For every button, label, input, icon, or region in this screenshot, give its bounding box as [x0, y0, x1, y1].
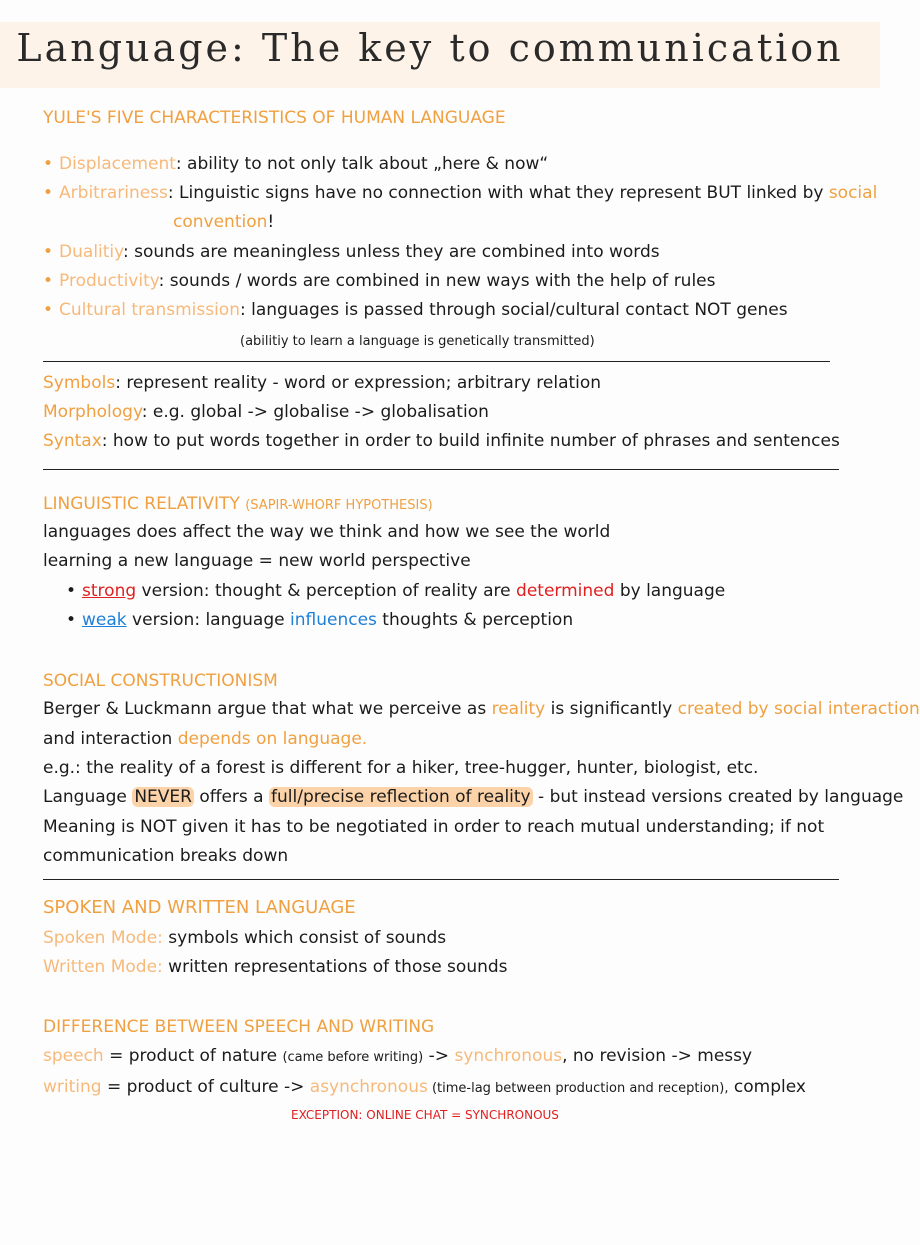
text: = product of nature — [103, 1046, 283, 1066]
bullet: • — [43, 242, 54, 262]
term: Displacement — [59, 154, 176, 174]
definition: ! — [267, 212, 275, 232]
text: and interaction — [43, 729, 178, 749]
highlight: full/precise reflection of reality — [271, 787, 531, 807]
difference-heading: DIFFERENCE BETWEEN SPEECH AND WRITING — [43, 1017, 435, 1037]
text-line: learning a new language = new world perspective — [43, 551, 471, 571]
bullet: • — [43, 300, 54, 320]
list-item — [66, 609, 573, 631]
definition: : sounds / words are combined in new ways with the help of rules — [158, 271, 716, 291]
text-line — [43, 1076, 806, 1100]
definition: written representations of those sounds — [162, 957, 508, 977]
list-item — [43, 182, 877, 204]
note: (abilitiy to learn a language is genetically transmitted) — [240, 334, 595, 349]
note: (time-lag between production and reception), — [427, 1081, 729, 1096]
key-word: influences — [290, 610, 377, 630]
term: Spoken Mode: — [43, 928, 163, 948]
note: (came before writing) — [282, 1050, 424, 1065]
accent-word: created by social interaction — [677, 699, 920, 719]
bullet: • — [43, 183, 54, 203]
text: version: language — [126, 610, 291, 630]
accent-word: asynchronous — [309, 1077, 428, 1097]
term: Written Mode: — [43, 957, 163, 977]
divider — [43, 469, 839, 470]
list-item — [43, 153, 548, 175]
term: Productivity — [59, 271, 159, 291]
bullet: • — [43, 271, 54, 291]
list-item — [43, 299, 788, 321]
list-item-continuation — [173, 211, 274, 233]
divider — [43, 361, 830, 362]
text: = product of culture -> — [101, 1077, 310, 1097]
page-title: Language: The key to communication — [16, 26, 844, 70]
definition: symbols which consist of sounds — [162, 928, 447, 948]
term: Dualitiy — [59, 242, 123, 262]
text: Language — [43, 787, 133, 807]
list-item — [43, 241, 660, 263]
text: , no revision -> messy — [562, 1046, 753, 1066]
term: Arbitrariness — [59, 183, 168, 203]
definition-row — [43, 372, 601, 394]
social-heading: SOCIAL CONSTRUCTIONISM — [43, 671, 278, 691]
text: Berger & Luckmann argue that what we perceive as — [43, 699, 492, 719]
definition: : ability to not only talk about „here & now“ — [175, 154, 549, 174]
spoken-heading: SPOKEN AND WRITTEN LANGUAGE — [43, 897, 356, 918]
definition: : sounds are meaningless unless they are combined into words — [122, 242, 660, 262]
term: writing — [43, 1077, 102, 1097]
text-line: communication breaks down — [43, 846, 289, 866]
text: offers a — [193, 787, 270, 807]
text: -> — [423, 1046, 455, 1066]
list-item — [43, 270, 716, 292]
text-line — [43, 927, 446, 949]
key-word: determined — [516, 581, 615, 601]
term: Morphology — [43, 402, 142, 422]
term: Syntax — [43, 431, 102, 451]
heading-sub: (SAPIR-WHORF HYPOTHESIS) — [245, 498, 433, 513]
term: Cultural transmission — [59, 300, 240, 320]
text-line: languages does affect the way we think and how we see the world — [43, 522, 611, 542]
accent-word: social — [828, 183, 878, 203]
text-line — [43, 698, 920, 720]
yule-heading: YULE'S FIVE CHARACTERISTICS OF HUMAN LANGUAGE — [43, 108, 506, 128]
key-word: weak — [82, 610, 127, 630]
text: - but instead versions created by language — [532, 787, 904, 807]
accent-word: convention — [173, 212, 268, 232]
accent-word: reality — [491, 699, 546, 719]
definition: : Linguistic signs have no connection with what they represent BUT linked by — [167, 183, 829, 203]
accent-word: depends on language. — [177, 729, 368, 749]
text-line: e.g.: the reality of a forest is different for a hiker, tree-hugger, hunter, biologist, etc. — [43, 758, 759, 778]
text-line — [43, 786, 903, 808]
text-line — [43, 1045, 752, 1069]
bullet: • — [66, 581, 77, 601]
highlight: NEVER — [134, 787, 192, 807]
text-line — [43, 728, 367, 750]
text-line: Meaning is NOT given it has to be negotiated in order to reach mutual understanding; if not — [43, 817, 825, 837]
bullet: • — [66, 610, 77, 630]
definition-row — [43, 401, 489, 423]
divider — [43, 879, 839, 880]
list-item — [66, 580, 725, 602]
definition: : languages is passed through social/cultural contact NOT genes — [239, 300, 788, 320]
definition: : e.g. global -> globalise -> globalisation — [141, 402, 489, 422]
accent-word: synchronous — [454, 1046, 563, 1066]
exception-note: EXCEPTION: ONLINE CHAT = SYNCHRONOUS — [291, 1108, 559, 1122]
text-line — [43, 956, 508, 978]
relativity-heading — [43, 493, 433, 517]
definition: : how to put words together in order to build infinite number of phrases and sentences — [101, 431, 840, 451]
text: complex — [728, 1077, 806, 1097]
definition: : represent reality - word or expression; arbitrary relation — [115, 373, 602, 393]
text: thoughts & perception — [376, 610, 574, 630]
text: is significantly — [545, 699, 678, 719]
text: version: thought & perception of reality are — [136, 581, 517, 601]
bullet: • — [43, 154, 54, 174]
text: by language — [614, 581, 726, 601]
key-word: strong — [82, 581, 137, 601]
term: Symbols — [43, 373, 116, 393]
heading-text: LINGUISTIC RELATIVITY — [43, 494, 240, 514]
term: speech — [43, 1046, 104, 1066]
definition-row — [43, 430, 840, 452]
